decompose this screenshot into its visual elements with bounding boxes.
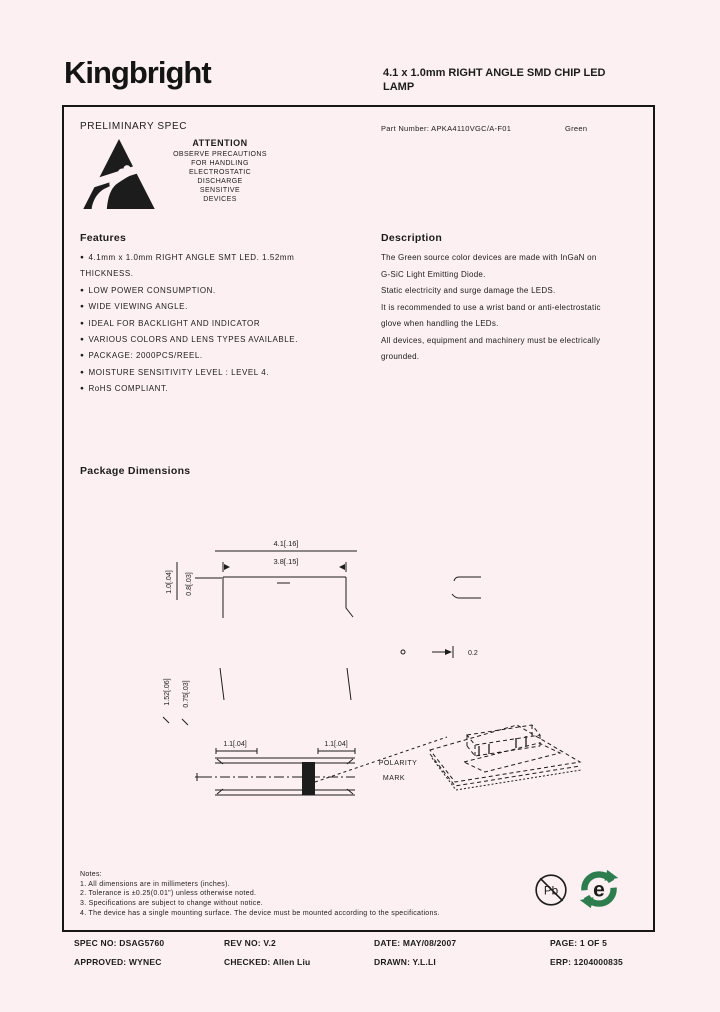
description-line: Static electricity and surge damage the LEDS. bbox=[381, 286, 556, 295]
feature-item bbox=[80, 250, 380, 266]
dim-thickness-label: 1.52[.06] bbox=[164, 678, 171, 706]
feature-item bbox=[80, 381, 380, 397]
note-line: 3. Specifications are subject to change without notice. bbox=[80, 900, 264, 908]
dim-height-outer-label: 1.0[.04] bbox=[166, 570, 173, 594]
epup-e-label: e bbox=[593, 878, 605, 902]
bullet-icon: ● bbox=[80, 319, 85, 327]
feature-text: PACKAGE: 2000PCS/REEL. bbox=[88, 351, 203, 361]
attention-block bbox=[156, 138, 284, 204]
feature-text: IDEAL FOR BACKLIGHT AND INDICATOR bbox=[88, 318, 261, 328]
description-line: G-SiC Light Emitting Diode. bbox=[381, 269, 486, 279]
footer-date: DATE: MAY/08/2007 bbox=[374, 938, 457, 948]
feature-item bbox=[80, 332, 380, 348]
isometric-view bbox=[430, 725, 581, 790]
side-view bbox=[401, 577, 481, 658]
isometric-electrodes bbox=[479, 736, 526, 756]
feature-text: MOISTURE SENSITIVITY LEVEL : LEVEL 4. bbox=[88, 367, 270, 377]
dim-width-inner-label: 3.8[.15] bbox=[273, 557, 299, 566]
front-view bbox=[177, 551, 357, 618]
document-title-line1: 4.1 x 1.0mm RIGHT ANGLE SMD CHIP LED bbox=[383, 67, 606, 79]
feature-item bbox=[80, 316, 380, 332]
notes-title: Notes: bbox=[80, 871, 103, 878]
dim-thickness-inner-label: 0.75[.03] bbox=[183, 680, 190, 708]
feature-text: RoHS COMPLIANT. bbox=[88, 384, 169, 394]
feature-item bbox=[80, 348, 380, 364]
feature-text: THICKNESS. bbox=[80, 269, 134, 279]
esd-warning-icon bbox=[81, 135, 157, 213]
bullet-icon: ● bbox=[80, 368, 85, 376]
notes-block bbox=[80, 870, 440, 919]
dim-height-inner-label: 0.8[.03] bbox=[186, 572, 193, 596]
dim-pad-left-label: 1.1[.04] bbox=[223, 741, 247, 748]
footer-rev-no: REV NO: V.2 bbox=[224, 938, 276, 948]
feature-text: LOW POWER CONSUMPTION. bbox=[88, 285, 216, 295]
attention-line: SENSITIVE bbox=[199, 187, 241, 194]
package-dimensions-heading: Package Dimensions bbox=[80, 465, 191, 477]
document-title bbox=[383, 66, 651, 94]
attention-line: ELECTROSTATIC bbox=[188, 169, 252, 176]
feature-item bbox=[80, 365, 380, 381]
bullet-icon: ● bbox=[80, 254, 85, 261]
spec-frame bbox=[62, 105, 655, 932]
pb-label: Pb bbox=[543, 884, 559, 898]
polarity-label-line1: POLARITY bbox=[378, 760, 418, 767]
bullet-icon: ● bbox=[80, 385, 85, 393]
projection-lines bbox=[163, 668, 351, 725]
note-line: 1. All dimensions are in millimeters (inches). bbox=[80, 880, 230, 888]
description-line: All devices, equipment and machinery must be electrically bbox=[381, 335, 601, 345]
kingbright-logo: Kingbright bbox=[64, 55, 211, 90]
pb-free-icon bbox=[533, 872, 569, 908]
attention-line: FOR HANDLING bbox=[191, 160, 249, 167]
feature-text: VARIOUS COLORS AND LENS TYPES AVAILABLE. bbox=[88, 335, 298, 345]
attention-line: OBSERVE PRECAUTIONS bbox=[173, 151, 267, 158]
bullet-icon: ● bbox=[80, 336, 85, 344]
feature-text: 4.1mm x 1.0mm RIGHT ANGLE SMT LED. 1.52mm bbox=[88, 253, 295, 262]
emitting-color: Green bbox=[565, 124, 588, 133]
feature-item bbox=[80, 299, 380, 315]
feature-text: WIDE VIEWING ANGLE. bbox=[88, 302, 188, 312]
preliminary-spec-label: PRELIMINARY SPEC bbox=[80, 121, 188, 132]
attention-line: DEVICES bbox=[203, 196, 237, 203]
footer-erp: ERP: 1204000835 bbox=[550, 957, 623, 967]
document-title-line2: LAMP bbox=[383, 81, 415, 93]
dim-width-label: 4.1[.16] bbox=[273, 539, 299, 548]
description-line: glove when handling the LEDs. bbox=[381, 319, 499, 328]
description-heading: Description bbox=[381, 232, 443, 244]
description-line: grounded. bbox=[381, 352, 420, 361]
footer-spec-no: SPEC NO: DSAG5760 bbox=[74, 938, 165, 948]
feature-item bbox=[80, 283, 380, 299]
description-line: It is recommended to use a wrist band or anti-electrostatic bbox=[381, 302, 601, 312]
bullet-icon: ● bbox=[80, 352, 85, 360]
bullet-icon: ● bbox=[80, 286, 85, 294]
dim-gap-label: 0.2 bbox=[468, 650, 478, 657]
footer-page: PAGE: 1 OF 5 bbox=[550, 938, 608, 948]
epup-recycle-icon bbox=[578, 868, 620, 910]
bullet-icon: ● bbox=[80, 303, 85, 311]
note-line: 4. The device has a single mounting surface. The device must be mounted according to the specifications. bbox=[80, 909, 440, 917]
part-number: Part Number: APKA4110VGC/A-F01 bbox=[381, 124, 512, 133]
features-list bbox=[80, 250, 380, 398]
footer-drawn: DRAWN: Y.L.LI bbox=[374, 957, 436, 967]
feature-item bbox=[80, 266, 380, 282]
note-line: 2. Tolerance is ±0.25(0.01") unless otherwise noted. bbox=[80, 890, 257, 898]
footer-checked: CHECKED: Allen Liu bbox=[224, 957, 311, 967]
package-drawing bbox=[64, 520, 655, 820]
polarity-mark bbox=[302, 762, 315, 795]
attention-title: ATTENTION bbox=[192, 138, 248, 148]
attention-line: DISCHARGE bbox=[197, 178, 243, 185]
polarity-label-line2: MARK bbox=[382, 775, 406, 782]
footer-approved: APPROVED: WYNEC bbox=[74, 957, 162, 967]
description-paragraph bbox=[381, 250, 653, 366]
features-heading: Features bbox=[80, 232, 127, 244]
dim-pad-right-label: 1.1[.04] bbox=[324, 741, 348, 748]
description-line: The Green source color devices are made with InGaN on bbox=[381, 253, 597, 262]
